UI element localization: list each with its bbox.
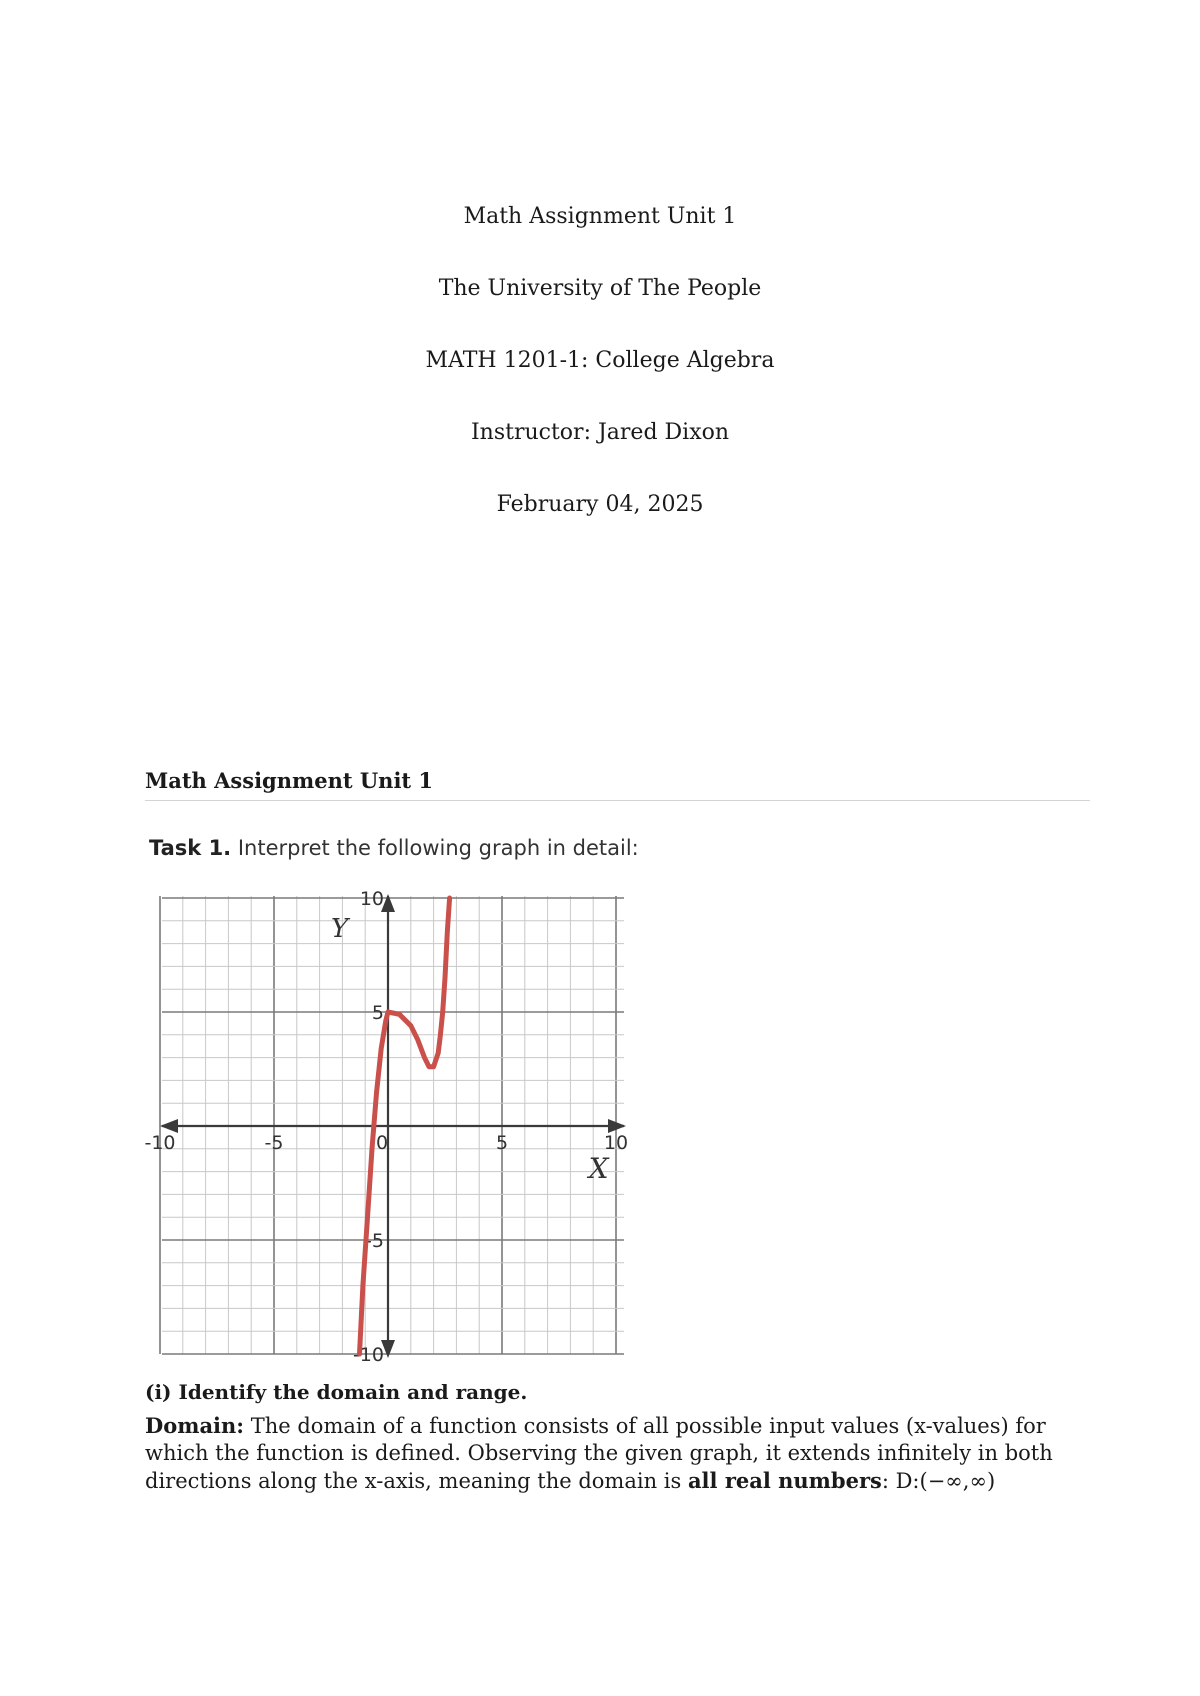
cover-university: The University of The People bbox=[438, 276, 762, 301]
heading-divider bbox=[145, 800, 1090, 801]
question-domain-range: (i) Identify the domain and range. bbox=[145, 1380, 528, 1404]
cover-title: Math Assignment Unit 1 bbox=[463, 204, 737, 229]
domain-label: Domain: bbox=[145, 1413, 245, 1438]
domain-bold: all real numbers bbox=[687, 1468, 882, 1493]
cover-instructor: Instructor: Jared Dixon bbox=[470, 420, 730, 445]
x-tick-label: -10 bbox=[144, 1132, 176, 1154]
x-axis-arrow-right bbox=[608, 1119, 626, 1133]
task-prompt bbox=[149, 836, 639, 860]
task-label: Task 1. bbox=[149, 836, 232, 860]
x-axis-arrow-left bbox=[160, 1119, 178, 1133]
x-axis-label: X bbox=[588, 1152, 609, 1185]
y-tick-label: -10 bbox=[352, 1344, 384, 1366]
x-tick-label: 0 bbox=[376, 1132, 389, 1154]
cover-course: MATH 1201-1: College Algebra bbox=[425, 348, 775, 373]
y-tick-label: 5 bbox=[371, 1002, 384, 1024]
domain-tail: : D:(−∞,∞) bbox=[881, 1469, 996, 1493]
y-axis-label: Y bbox=[331, 913, 349, 944]
domain-paragraph bbox=[145, 1412, 1065, 1495]
function-graph bbox=[144, 888, 629, 1366]
y-tick-label: -5 bbox=[365, 1230, 384, 1252]
domain-text: The domain of a function consists of all possible input values (x-values) for which the function is defined. Observing the given graph, it extends infinitely in both directions along the x-axis, meaning the domain is bbox=[145, 1414, 1053, 1493]
cover-date: February 04, 2025 bbox=[496, 492, 704, 517]
section-heading: Math Assignment Unit 1 bbox=[145, 768, 434, 793]
task-text: Interpret the following graph in detail: bbox=[231, 836, 639, 860]
cover-page bbox=[0, 206, 1200, 566]
x-tick-label: -5 bbox=[264, 1132, 284, 1154]
y-tick-label: 10 bbox=[359, 888, 384, 910]
x-tick-label: 5 bbox=[495, 1132, 509, 1154]
x-tick-label: 10 bbox=[603, 1132, 629, 1154]
